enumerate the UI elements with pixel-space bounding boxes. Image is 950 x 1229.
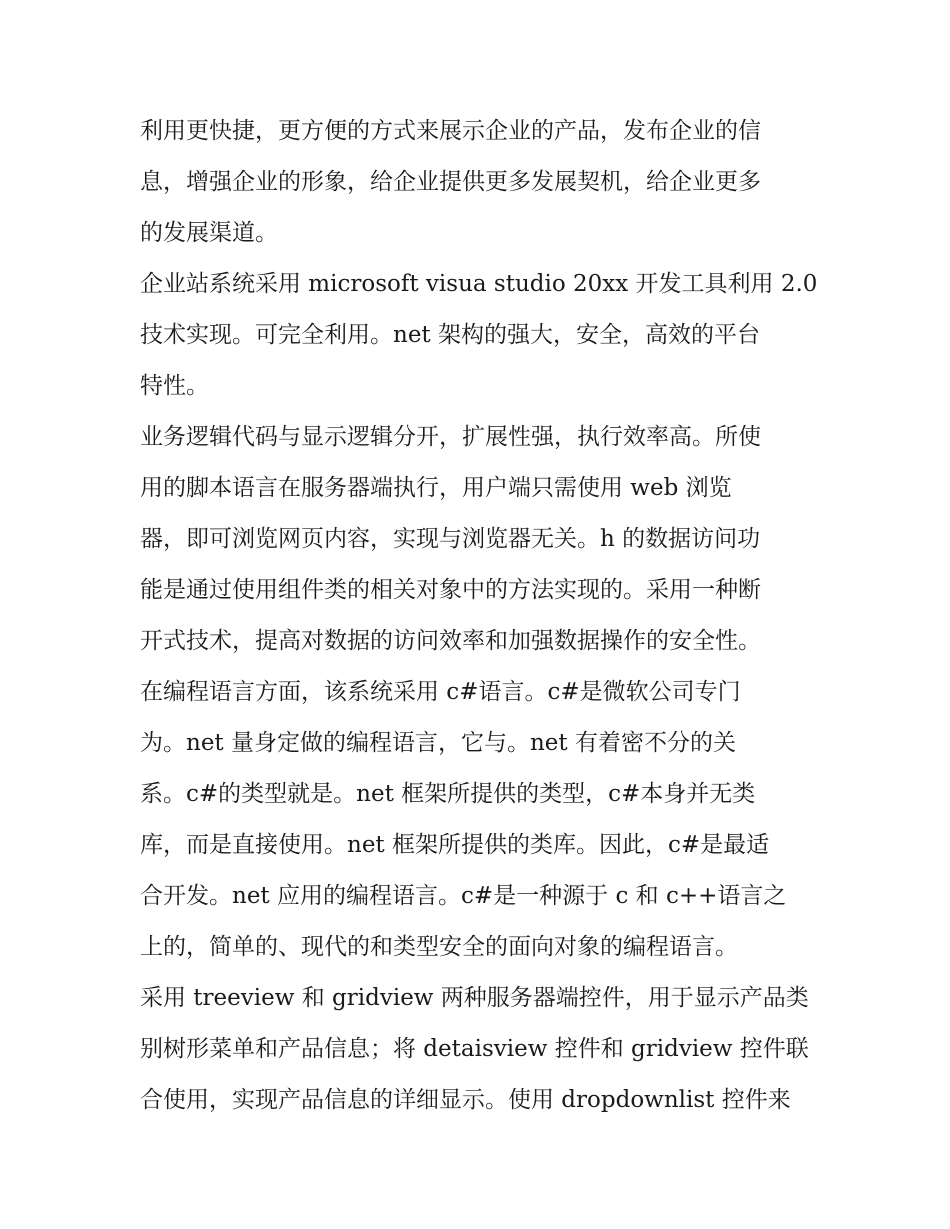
text-line: 业务逻辑代码与显示逻辑分开，扩展性强，执行效率高。所使	[140, 424, 761, 450]
text-line: 特性。	[140, 373, 209, 399]
text-line: 在编程语言方面，该系统采用 c#语言。c#是微软公司专门	[140, 679, 741, 705]
text-line: 开式技术，提高对数据的访问效率和加强数据操作的安全性。	[140, 628, 761, 654]
text-line: 采用 treeview 和 gridview 两种服务器端控件，用于显示产品类	[140, 985, 809, 1011]
text-line: 上的，简单的、现代的和类型安全的面向对象的编程语言。	[140, 934, 738, 960]
text-line: 用的脚本语言在服务器端执行，用户端只需使用 web 浏览	[140, 475, 732, 501]
text-line: 利用更快捷，更方便的方式来展示企业的产品，发布企业的信	[140, 118, 761, 144]
text-line: 技术实现。可完全利用。net 架构的强大，安全，高效的平台	[140, 322, 760, 348]
paragraph-controls	[140, 973, 812, 1126]
text-line: 器，即可浏览网页内容，实现与浏览器无关。h 的数据访问功	[140, 526, 761, 552]
text-line: 企业站系统采用 microsoft visua studio 20xx 开发工具利用 2.0	[140, 271, 818, 297]
text-line: 合使用，实现产品信息的详细显示。使用 dropdownlist 控件来	[140, 1087, 791, 1113]
paragraph-dev-tools	[140, 259, 818, 412]
text-line: 别树形菜单和产品信息；将 detaisview 控件和 gridview 控件联	[140, 1036, 809, 1062]
text-line: 的发展渠道。	[140, 220, 278, 246]
text-line: 为。net 量身定做的编程语言，它与。net 有着密不分的关	[140, 730, 736, 756]
text-line: 库，而是直接使用。net 框架所提供的类库。因此，c#是最适	[140, 832, 770, 858]
text-line: 系。c#的类型就是。net 框架所提供的类型，c#本身并无类	[140, 781, 756, 807]
paragraph-business-logic	[140, 412, 812, 667]
paragraph-intro	[140, 106, 812, 259]
paragraph-programming-language	[140, 667, 812, 973]
text-line: 能是通过使用组件类的相关对象中的方法实现的。采用一种断	[140, 577, 761, 603]
document-body	[140, 106, 818, 1126]
text-line: 合开发。net 应用的编程语言。c#是一种源于 c 和 c++语言之	[140, 883, 787, 909]
text-line: 息，增强企业的形象，给企业提供更多发展契机，给企业更多	[140, 169, 761, 195]
